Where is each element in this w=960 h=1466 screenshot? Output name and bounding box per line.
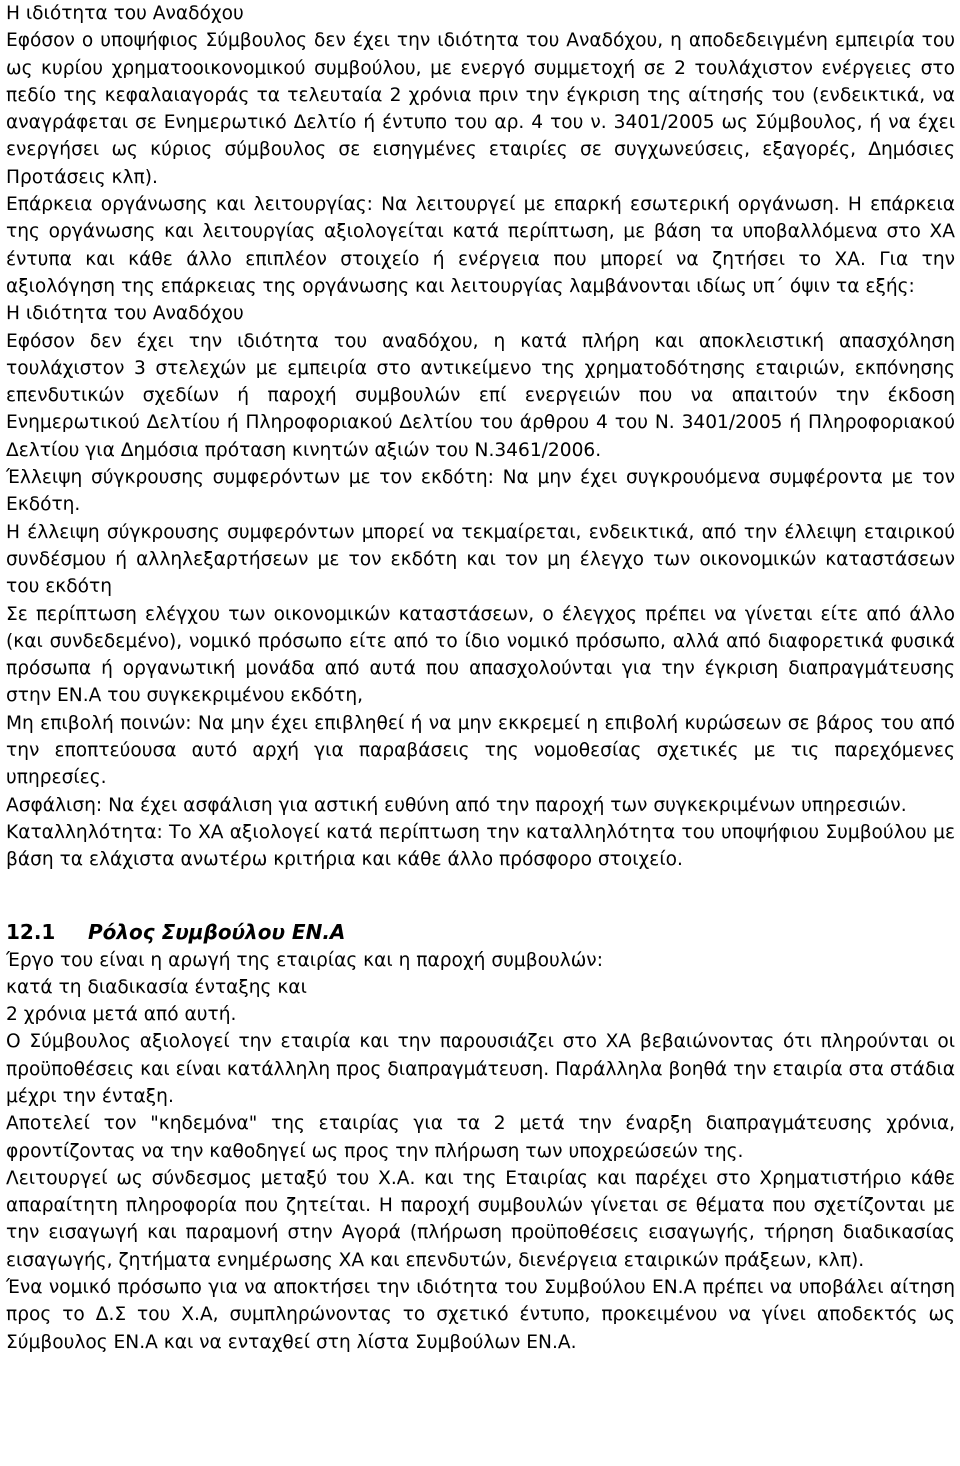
paragraph-no-penalties: Μη επιβολή ποινών: Να μην έχει επιβληθεί ή να μην εκκρεμεί η επιβολή κυρώσεων σε βάρος του από την εποπτεύουσα αυτό αρχή για παραβάσεις της νομοθεσίας σχετικές με τις παρεχόμενες υπηρεσίες. — [6, 712, 955, 789]
document-page — [6, 0, 955, 1356]
section-title: Ρόλος Συμβούλου ΕΝ.Α — [88, 919, 346, 944]
paragraph-advisor-liaison: Λειτουργεί ως σύνδεσμος μεταξύ του Χ.Α. και της Εταιρίας και παρέχει στο Χρηματιστήριο κάθε απαραίτητη πληροφορία που ζητείται. Η παροχή συμβουλών γίνεται σε θέματα που σχετίζονται με την εισαγωγή και παραμονή στην Αγορά (πλήρωση προϋποθέσεις εισαγωγής, τήρηση διαδικασίας εισαγωγής, ζητήματα ενημέρωσης ΧΑ και επενδυτών, διενέργεια εταιρικών πράξεων, κλπ). — [6, 1167, 955, 1271]
paragraph-organization-adequacy: Επάρκεια οργάνωσης και λειτουργίας: Να λειτουργεί με επαρκή εσωτερική οργάνωση. Η επάρκεια της οργάνωσης και λειτουργίας αξιολογείται κατά περίπτωση, με βάση τα υποβαλλόμενα στο ΧΑ έντυπα και κάθε άλλο επιπλέον στοιχείο ή ενέργεια που μπορεί να ζητήσει το ΧΑ. Για την αξιολόγηση της επάρκειας της οργάνωσης και λειτουργίας λαμβάνονται ιδίως υπ΄ όψιν τα εξής: — [6, 194, 955, 297]
paragraph-advisor-application: Ένα νομικό πρόσωπο για να αποκτήσει την ιδιότητα του Συμβούλου ΕΝ.Α πρέπει να υποβάλει αίτηση προς το Δ.Σ του Χ.Α, συμπληρώνοντας το σχετικό έντυπο, προκειμένου να γίνει αποδεκτός ως Σύμβουλος ΕΝ.Α και να ενταχθεί στη λίστα Συμβούλων ΕΝ.Α. — [6, 1277, 955, 1353]
paragraph-insurance: Ασφάλιση: Να έχει ασφάλιση για αστική ευθύνη από την παροχή των συγκεκριμένων υπηρεσιών. — [6, 794, 907, 816]
section-heading — [6, 918, 955, 947]
section-label-underwriter: Η ιδιότητα του Αναδόχου — [6, 3, 244, 24]
role-intro-line: Έργο του είναι η αρωγή της εταιρίας και η παροχή συμβουλών: — [6, 949, 603, 971]
paragraph-underwriter-experience: Εφόσον ο υποψήφιος Σύμβουλος δεν έχει την ιδιότητα του Αναδόχου, η αποδεδειγμένη εμπειρία του ως κυρίου χρηματοοικονομικού συμβούλου, με ενεργό συμμετοχή σε 2 τουλάχιστον ενέργειες στο πεδίο της κεφαλαιαγοράς τα τελευταία 2 χρόνια πριν την έγκριση της αίτησής του (ενδεικτικά, να αναγράφεται σε Ενημερωτικό Δελτίο ή έντυπο του αρ. 4 του ν. 3401/2005 ως Σύμβουλος, ή να έχει ενεργήσει ως κύριος σύμβουλος σε εισηγμένες εταιρίες σε συγχωνεύσεις, εξαγορές, Δημόσιες Προτάσεις κλπ). — [6, 30, 955, 188]
section-number: 12.1 — [6, 919, 56, 944]
section-spacer — [6, 874, 955, 918]
section-label-underwriter-2: Η ιδιότητα του Αναδόχου — [6, 303, 244, 325]
paragraph-staff-requirement: Εφόσον δεν έχει την ιδιότητα του αναδόχου, η κατά πλήρη και αποκλειστική απασχόληση τουλάχιστον 3 στελεχών με εμπειρία στο αντικείμενο της χρηματοδότησης εταιριών, εκπόνησης επενδυτικών σχεδίων ή παροχή συμβουλών επί ενεργειών που να απαιτούν την έκδοση Ενημερωτικού Δελτίου ή Πληροφοριακού Δελτίου του άρθρου 4 του Ν. 3401/2005 ή Πληροφοριακού Δελτίου για Δημόσια πρόταση κινητών αξιών του Ν.3461/2006. — [6, 330, 955, 461]
paragraph-audit-separation: Σε περίπτωση ελέγχου των οικονομικών καταστάσεων, ο έλεγχος πρέπει να γίνεται είτε από άλλο (και συνδεδεμένο), νομικό πρόσωπο είτε από το ίδιο νομικό πρόσωπο, αλλά από διαφορετικά φυσικά πρόσωπα ή οργανωτική μονάδα από αυτά που απασχολούνται για την έγκριση διαπραγμάτευσης στην ΕΝ.Α του συγκεκριμένου εκδότη, — [6, 603, 955, 707]
paragraph-conflict-presumption: Η έλλειψη σύγκρουσης συμφερόντων μπορεί να τεκμαίρεται, ενδεικτικά, από την έλλειψη εταιρικού συνδέσμου ή αλληλεξαρτήσεων με τον εκδότη και τον μη έλεγχο των οικονομικών καταστάσεων του εκδότη — [6, 521, 955, 598]
paragraph-advisor-assessment: Ο Σύμβουλος αξιολογεί την εταιρία και την παρουσιάζει στο ΧΑ βεβαιώνοντας ότι πληρούνται οι προϋποθέσεις και είναι κατάλληλη προς διαπραγμάτευση. Παράλληλα βοηθά την εταιρία στα στάδια μέχρι την ένταξη. — [6, 1031, 955, 1107]
paragraph-conflict-of-interest: Έλλειψη σύγκρουσης συμφερόντων με τον εκδότη: Να μην έχει συγκρουόμενα συμφέροντα με τον Εκδότη. — [6, 467, 955, 516]
paragraph-suitability: Καταλληλότητα: Το ΧΑ αξιολογεί κατά περίπτωση την καταλληλότητα του υποψήφιου Συμβούλου με βάση τα ελάχιστα ανωτέρω κριτήρια και κάθε άλλο πρόσφορο στοιχείο. — [6, 821, 955, 871]
role-intro-line-2: κατά τη διαδικασία ένταξης και — [6, 976, 307, 998]
paragraph-advisor-guardian: Αποτελεί τον "κηδεμόνα" της εταιρίας για τα 2 μετά την έναρξη διαπραγμάτευσης χρόνια, φροντίζοντας να την καθοδηγεί ως προς την πλήρωση των υποχρεώσεών της. — [6, 1113, 955, 1162]
role-intro-line-3: 2 χρόνια μετά από αυτή. — [6, 1004, 237, 1026]
